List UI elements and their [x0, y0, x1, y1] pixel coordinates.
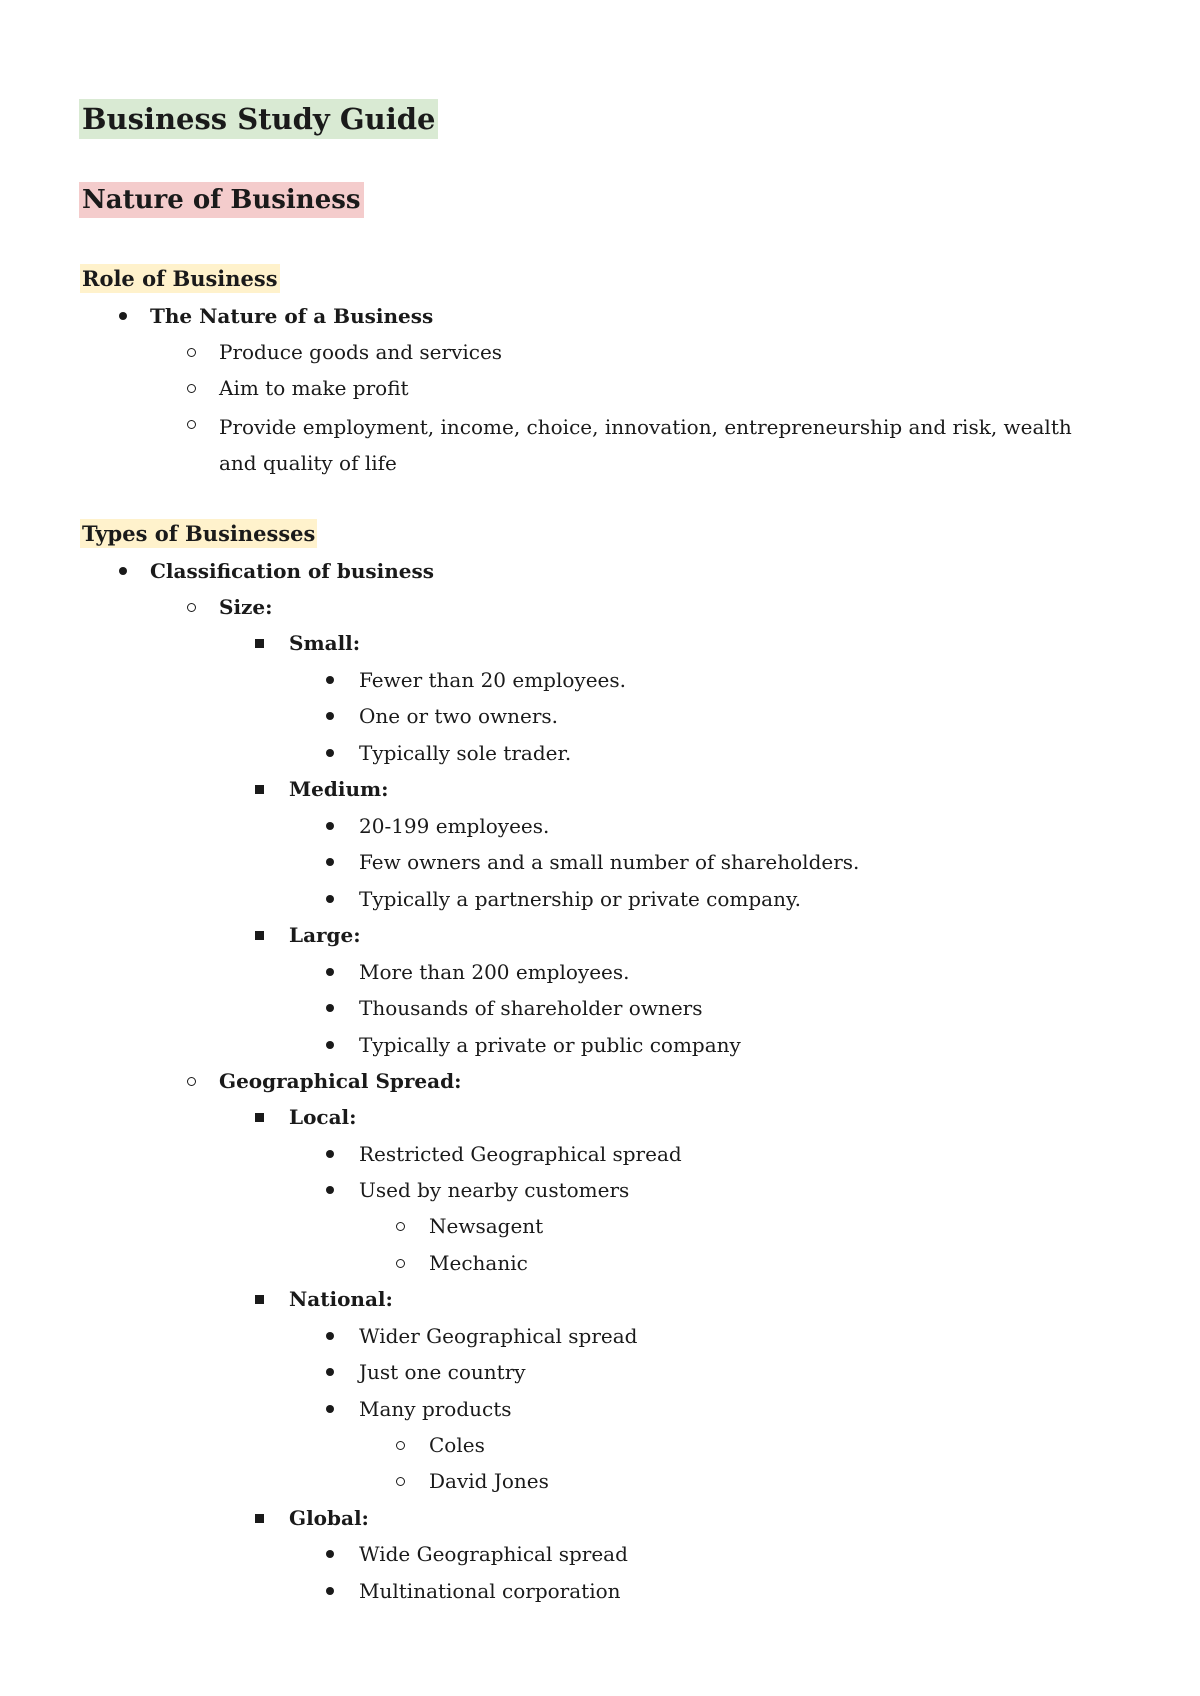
list-item: Classification of business: [150, 559, 435, 583]
list-item: Typically sole trader.: [359, 741, 572, 765]
list-item: Provide employment, income, choice, innovation, entrepreneurship and risk, wealth and quality of life: [219, 415, 1072, 475]
section-heading: Nature of Business: [79, 182, 364, 218]
bullet-disc: [326, 1041, 334, 1049]
list-item: David Jones: [429, 1469, 549, 1493]
list-item-size: Size:: [219, 595, 273, 619]
bullet-disc: [326, 1550, 334, 1558]
list-item: Wider Geographical spread: [359, 1324, 638, 1348]
list-item: One or two owners.: [359, 704, 559, 728]
list-item: Few owners and a small number of shareholders.: [359, 850, 860, 874]
bullet-square: [255, 1514, 264, 1523]
list-item: Typically a private or public company: [359, 1033, 741, 1057]
list-item: Thousands of shareholder owners: [359, 996, 703, 1020]
list-item: The Nature of a Business: [150, 304, 434, 328]
list-item: Many products: [359, 1397, 512, 1421]
list-item: Wide Geographical spread: [359, 1542, 628, 1566]
list-item: Multinational corporation: [359, 1579, 621, 1603]
list-item-national: National:: [289, 1287, 393, 1311]
bullet-square: [255, 785, 264, 794]
list-item: Aim to make profit: [219, 376, 409, 400]
list-item: Mechanic: [429, 1251, 528, 1275]
list-item-geographical-spread: Geographical Spread:: [219, 1069, 462, 1093]
bullet-circle: [187, 603, 196, 612]
document-title: Business Study Guide: [79, 99, 438, 139]
bullet-disc: [326, 712, 334, 720]
bullet-disc: [326, 1587, 334, 1595]
bullet-disc: [326, 1405, 334, 1413]
list-item-medium: Medium:: [289, 777, 389, 801]
bullet-disc: [326, 822, 334, 830]
bullet-circle: [396, 1477, 405, 1486]
bullet-circle: [396, 1222, 405, 1231]
list-item: Newsagent: [429, 1214, 544, 1238]
bullet-disc: [326, 1332, 334, 1340]
list-item-small: Small:: [289, 631, 361, 655]
list-item-large: Large:: [289, 923, 361, 947]
bullet-circle: [187, 348, 196, 357]
bullet-disc: [119, 312, 127, 320]
bullet-circle: [396, 1259, 405, 1268]
list-item: Produce goods and services: [219, 340, 503, 364]
bullet-square: [255, 1295, 264, 1304]
list-item: More than 200 employees.: [359, 960, 630, 984]
bullet-circle: [396, 1441, 405, 1450]
bullet-disc: [326, 1150, 334, 1158]
bullet-disc: [326, 895, 334, 903]
bullet-disc: [326, 1004, 334, 1012]
subheading-types-of-businesses: Types of Businesses: [82, 521, 316, 546]
list-item: Restricted Geographical spread: [359, 1142, 682, 1166]
list-item: Just one country: [359, 1360, 526, 1384]
subheading-role-of-business: Role of Business: [82, 266, 278, 291]
bullet-disc: [326, 676, 334, 684]
bullet-square: [255, 931, 264, 940]
bullet-disc: [326, 858, 334, 866]
list-item-global: Global:: [289, 1506, 369, 1530]
bullet-disc: [326, 1368, 334, 1376]
bullet-disc: [326, 749, 334, 757]
list-item: Coles: [429, 1433, 485, 1457]
bullet-square: [255, 639, 264, 648]
list-item: Used by nearby customers: [359, 1178, 630, 1202]
bullet-disc: [326, 1186, 334, 1194]
bullet-circle: [187, 420, 196, 429]
list-item-local: Local:: [289, 1105, 357, 1129]
bullet-disc: [119, 567, 127, 575]
bullet-disc: [326, 968, 334, 976]
list-item: 20-199 employees.: [359, 814, 550, 838]
list-item: Typically a partnership or private company.: [359, 887, 801, 911]
bullet-square: [255, 1113, 264, 1122]
bullet-circle: [187, 384, 196, 393]
bullet-circle: [187, 1077, 196, 1086]
list-item: Fewer than 20 employees.: [359, 668, 627, 692]
